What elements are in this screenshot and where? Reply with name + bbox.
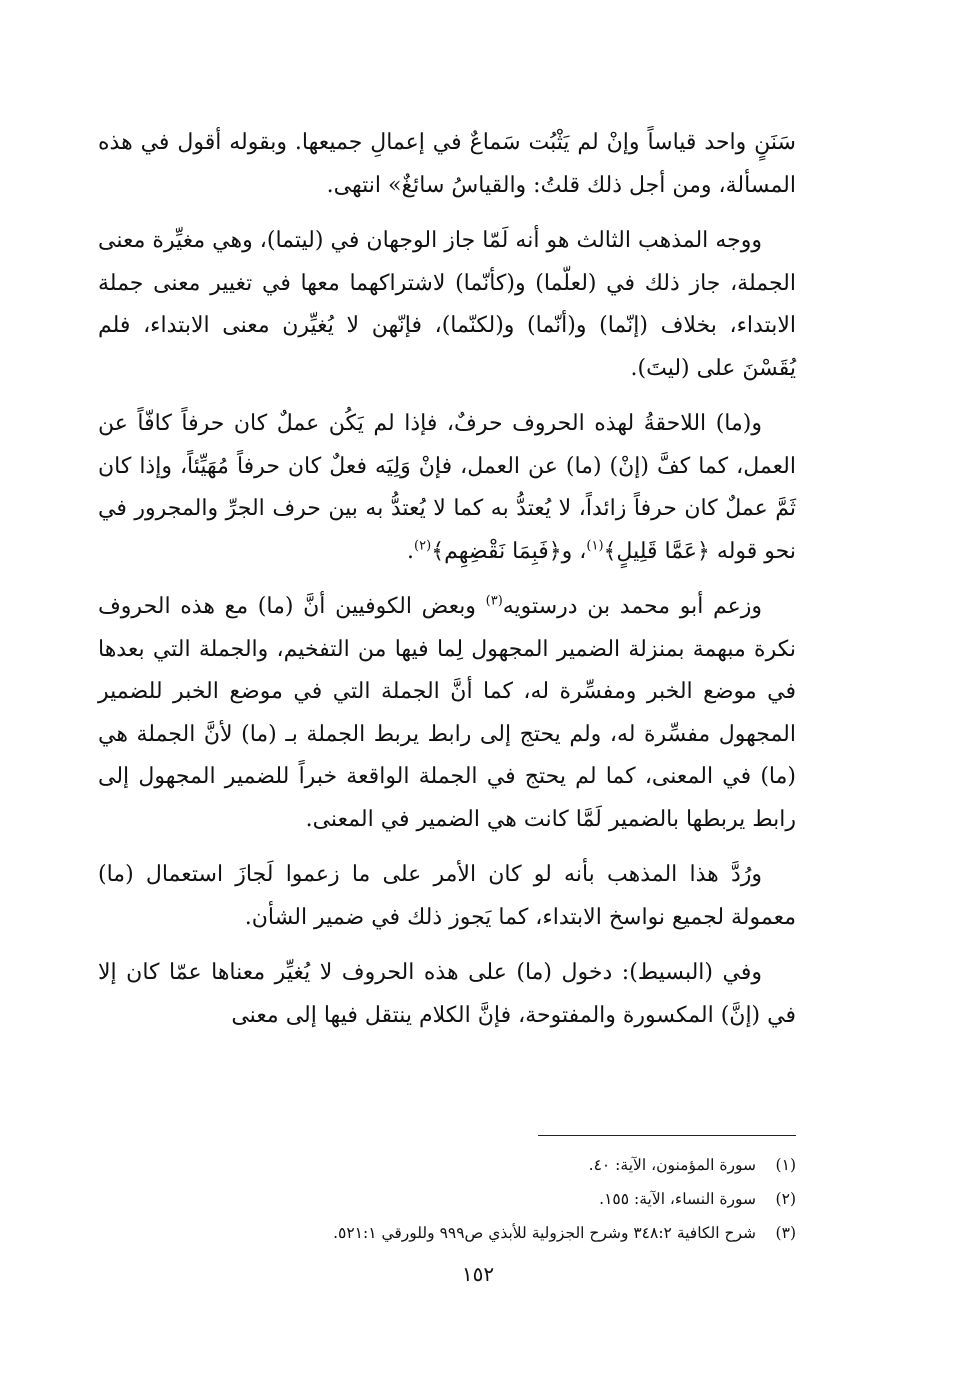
footnote-text: شرح الكافية ٣٤٨:٢ وشرح الجزولية للأبذي ص٩٩٩ وللورقي ٥٢١:١.: [333, 1224, 756, 1242]
paragraph-text: .: [407, 538, 415, 564]
footnote-number: (١): [775, 1156, 796, 1174]
footnote-text: سورة النساء، الآية: ١٥٥.: [599, 1190, 756, 1208]
paragraph: [98, 854, 796, 939]
paragraph-text: ، و﴿فَبِمَا نَقْضِهِم﴾: [431, 538, 587, 564]
footnote: [156, 1182, 796, 1216]
footnote-reference: (٣): [485, 593, 503, 609]
paragraph-text: ووجه المذهب الثالث هو أنه لَمّا جاز الوجهان في (ليتما)، وهي مغيِّرة معنى الجملة، جاز ذلك في (لعلّما) و(كأنّما) لاشتراكهما معها في تغيير معنى جملة الابتداء، بخلاف (إنّما) و(أنّما) و(لكنّما)، فإنّهن لا يُغيِّرن معنى الابتداء، فلم يُقَسْنَ على (ليتَ).: [98, 228, 796, 381]
footnote: [156, 1148, 796, 1182]
paragraph: [98, 586, 796, 841]
footnote-text: سورة المؤمنون، الآية: ٤٠.: [588, 1156, 756, 1174]
paragraph-text: وبعض الكوفيين أنَّ (ما) مع هذه الحروف نكرة مبهمة بمنزلة الضمير المجهول لِما فيها من التفخيم، والجملة التي بعدها في موضع الخبر ومفسِّرة له، كما أنَّ الجملة التي في موضع الخبر للضمير المجهول مفسِّرة له، ولم يحتج إلى رابط يربط الجملة بـ (ما) لأنَّ الجملة هي (ما) في المعنى، كما لم يحتج في الجملة الواقعة خبراً للضمير المجهول إلى رابط يربطها بالضمير لَمَّا كانت هي الضمير في المعنى.: [98, 594, 796, 832]
paragraph-text: سَنَنٍ واحد قياساً وإنْ لم يَثْبُت سَماعٌ في إعمالِ جميعها. وبقوله أقول في هذه المسألة، ومن أجل ذلك قلتُ: والقياسُ سائغٌ» انتهى.: [98, 130, 796, 198]
footnote-reference: (١): [586, 538, 604, 554]
paragraph-text: وفي (البسيط): دخول (ما) على هذه الحروف لا يُغيِّر معناها عمّا كان إلا في (إنَّ) المكسورة والمفتوحة، فإنَّ الكلام ينتقل فيها إلى معنى: [98, 960, 796, 1028]
main-text: [98, 122, 796, 1050]
page-number: ١٥٢: [461, 1262, 495, 1286]
footnote-divider: [538, 1135, 796, 1136]
paragraph: [98, 403, 796, 573]
footnote-number: (٢): [775, 1190, 796, 1208]
paragraph: [98, 952, 796, 1037]
footnote-reference: (٢): [414, 538, 432, 554]
paragraph: [98, 122, 796, 207]
footnote-number: (٣): [775, 1224, 796, 1242]
footnote: [156, 1216, 796, 1250]
footnotes: [156, 1148, 796, 1250]
paragraph: [98, 220, 796, 390]
paragraph-text: ورُدَّ هذا المذهب بأنه لو كان الأمر على ما زعموا لَجازَ استعمال (ما) معمولة لجميع نواسخ الابتداء، كما يَجوز ذلك في ضمير الشأن.: [98, 862, 796, 930]
paragraph-text: وزعم أبو محمد بن درستويه: [502, 594, 762, 619]
paragraph-text: و(ما) اللاحقةُ لهذه الحروف حرفٌ، فإذا لم يَكُن عملٌ كان حرفاً كافّاً عن العمل، كما كفَّ (إنْ) (ما) عن العمل، فإنْ وَلِيَه فعلٌ كان حرفاً مُهَيِّئاً، وإذا كان ثَمَّ عملٌ كان حرفاً زائداً، لا يُعتدُّ به كما لا يُعتدُّ به بين حرف الجرِّ والمجرور في نحو قوله ﴿عَمَّا قَلِيلٍ﴾: [98, 411, 796, 564]
